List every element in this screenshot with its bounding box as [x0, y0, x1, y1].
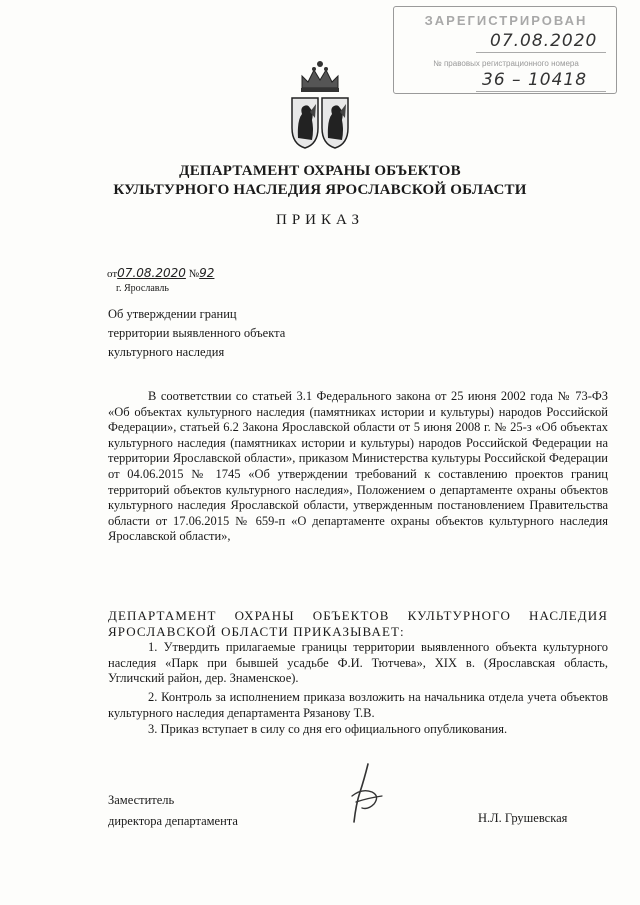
department-name-line1: ДЕПАРТАМЕНТ ОХРАНЫ ОБЪЕКТОВ: [179, 163, 461, 179]
city: г. Ярославль: [116, 283, 169, 294]
item-3-paragraph: 3. Приказ вступает в силу со дня его официального опубликования.: [148, 722, 508, 736]
stamp-date-underline: [476, 52, 606, 53]
number-value: 92: [199, 266, 215, 280]
number-prefix: №: [188, 268, 200, 280]
preamble-paragraph: В соответствии со статьей 3.1 Федерального закона от 25 июня 2002 года № 73-ФЗ «Об объектах культурного наследия (памятниках истории и культуры) народов Российской Федерации», статьей 6.2 Закона Ярославской области от 5 июня 2008 г. № 25-з «Об объектах культурного наследия (памятниках истории и культуры) народов Российской Федерации на территории Ярославской области», приказом Министерства культуры Российской Федерации от 04.06.2015 № 1745 «Об утверждении требований к составлению проектов границ территорий объектов культурного наследия», Положением о департаменте охраны объектов культурного наследия Ярославской области, утвержденным постановлением Правительства области от 17.06.2015 № 659-п «О департаменте охраны объектов культурного наследия Ярославской области»,: [108, 389, 608, 544]
subject-line: Об утверждении границ: [108, 307, 237, 321]
decree-paragraph: ДЕПАРТАМЕНТ ОХРАНЫ ОБЪЕКТОВ КУЛЬТУРНОГО НАСЛЕДИЯ ЯРОСЛАВСКОЙ ОБЛАСТИ ПРИКАЗЫВАЕТ:: [108, 608, 608, 639]
subject-line: культурного наследия: [108, 345, 225, 359]
stamp-date: 07.08.2020: [490, 31, 598, 51]
signatory-position: [108, 790, 238, 832]
item-2-paragraph: 2. Контроль за исполнением приказа возложить на начальника отдела учета объектов культурного наследия департамента Рязанову Т.В.: [108, 690, 608, 720]
date-prefix: от: [107, 268, 118, 280]
handwritten-signature-icon: [342, 762, 392, 828]
position-line: директора департамента: [108, 814, 238, 828]
date-value: 07.08.2020: [117, 266, 186, 280]
subject-line: территории выявленного объекта: [108, 326, 286, 340]
document-type: ПРИКАЗ: [276, 212, 364, 228]
subject-block: [108, 305, 285, 362]
coat-of-arms-icon: [288, 58, 352, 150]
date-number-line: [107, 266, 214, 280]
item-1-paragraph: 1. Утвердить прилагаемые границы территории выявленного объекта культурного наследия «Парк при бывшей усадьбе Ф.И. Тютчева», XIX в. (Ярославская область, Угличский район, дер. Знаменское).: [108, 640, 608, 686]
stamp-number-underline: [476, 91, 606, 92]
signatory-name: Н.Л. Грушевская: [478, 811, 568, 825]
stamp-number: 36 – 10418: [482, 70, 588, 90]
stamp-title: ЗАРЕГИСТРИРОВАН: [424, 13, 588, 28]
registration-stamp: [393, 6, 617, 94]
department-name-line2: КУЛЬТУРНОГО НАСЛЕДИЯ ЯРОСЛАВСКОЙ ОБЛАСТИ: [113, 182, 527, 198]
stamp-subtitle: № правовых регистрационного номера: [433, 59, 579, 68]
position-line: Заместитель: [108, 793, 175, 807]
